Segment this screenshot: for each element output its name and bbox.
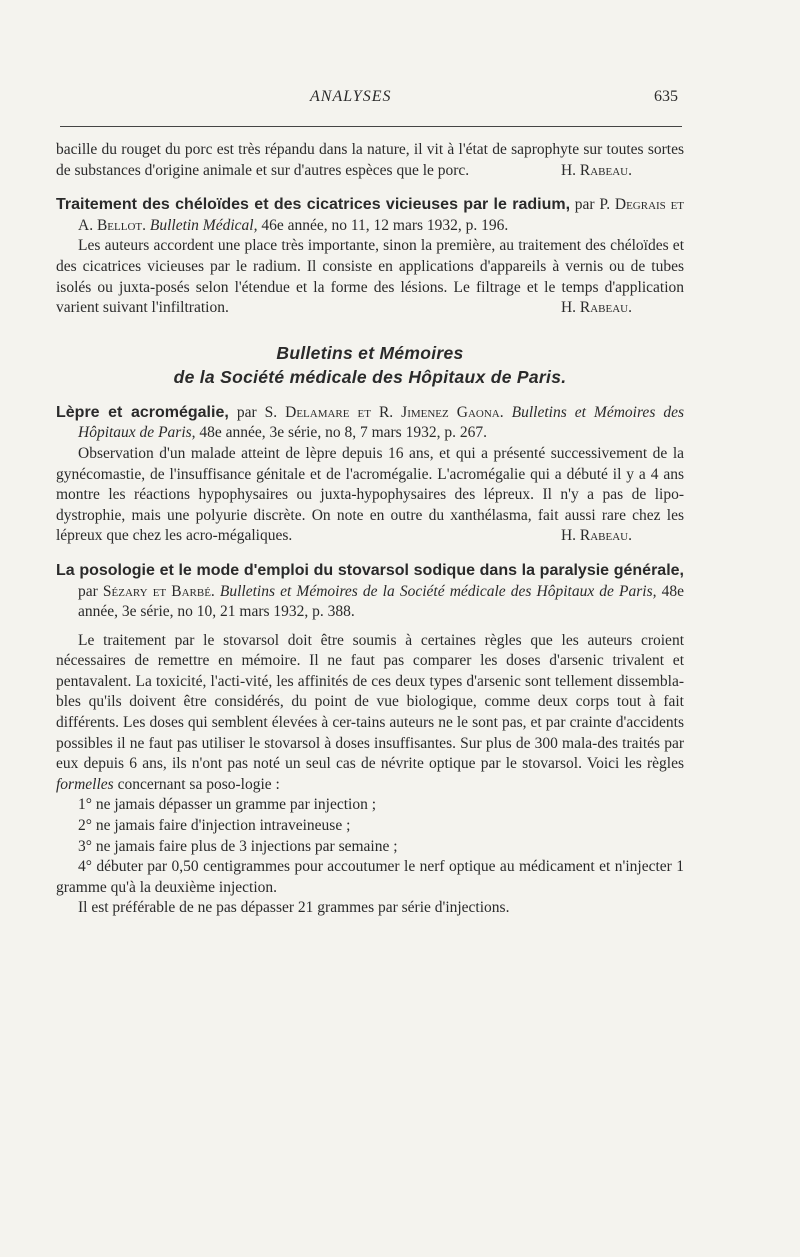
entry4-rule-2: 2° ne jamais faire d'injection intraveineuse ; (78, 817, 351, 835)
header-rule (60, 126, 682, 127)
entry4-authors: Sézary et Barbé. (102, 582, 215, 600)
entry2-journal: Bulletin Médical, (149, 216, 258, 234)
page-header (60, 88, 678, 112)
page-number: 635 (654, 88, 678, 105)
entry2-signature: H. Rabeau. (560, 299, 632, 317)
entry1-signature: H. Rabeau. (560, 161, 632, 179)
entry3-signature: H. Rabeau. (560, 527, 632, 545)
entry2-body: Les auteurs accordent une place très importante, sinon la première, au traitement des chéloïdes et des cicatrices vicieuses par le radium. Il consiste en applications d'appareils à vernis ou de tubes isolés ou juxta-posés selon l'étendue et la forme des lésions. Le filtrage et le temps d'application varient suivant l'infiltration. H. Rabeau. (56, 236, 684, 318)
entry4-journal: Bulletins et Mémoires de la Société médicale des Hôpitaux de Paris, (219, 582, 657, 600)
entry3-authors: S. Delamare et R. Jimenez Gaona. (264, 403, 504, 421)
entry4-closing: Il est préférable de ne pas dépasser 21 grammes par série d'injections. (78, 899, 510, 917)
page-content (56, 140, 684, 919)
entry4-details: 48e année, 3e série, no 10, 21 mars 1932, p. 388. (78, 582, 685, 621)
entry4-body: Le traitement par le stovarsol doit être soumis à certaines règles que les auteurs croient nécessaires de remettre en mémoire. Il ne faut pas comparer les doses d'arsenic trivalent et pentavalent. La toxicité, l'acti-vité, les affinités de ces deux types d'arsenic sont tellement dissembla-bles qu'ils doivent être considérés, du point de vue biologique, comme deux corps tout à fait différents. Les doses qui semblent élevées à cer-tains auteurs ne le sont pas, et par crainte d'accidents possibles il ne faut pas utiliser le stovarsol à doses insuffisantes. Sur plus de 300 mala-des traités par eux depuis 6 ans, ils n'ont pas noté un seul cas de névrite optique par le stovarsol. Voici les règles formelles concernant sa poso-logie : (56, 631, 684, 793)
entry4-rule-1: 1° ne jamais dépasser un gramme par injection ; (78, 796, 377, 814)
section-heading: Bulletins et Mémoires de la Société médicale des Hôpitaux de Paris. (173, 342, 567, 387)
entry3-details: 48e année, 3e série, no 8, 7 mars 1932, p. 267. (199, 424, 487, 442)
entry4-reference: La posologie et le mode d'emploi du stovarsol sodique dans la paralysie générale, par Sézary et Barbé. Bulletins et Mémoires de la Société médicale des Hôpitaux de Paris, 48e année, 3e série, no 10, 21 mars 1932, p. 388. (56, 561, 685, 621)
entry3-reference: Lèpre et acromégalie, par S. Delamare et R. Jimenez Gaona. Bulletins et Mémoires des Hôpitaux de Paris, 48e année, 3e série, no 8, 7 mars 1932, p. 267. (56, 403, 685, 442)
entry4-title: La posologie et le mode d'emploi du stovarsol sodique dans la paralysie générale, (56, 561, 684, 579)
entry3-title: Lèpre et acromégalie, (56, 403, 229, 421)
entry2-reference: Traitement des chéloïdes et des cicatrices vicieuses par le radium, par P. Degrais et A. Bellot. Bulletin Médical, 46e année, no 11, 12 mars 1932, p. 196. (56, 196, 685, 234)
entry4-rule-3: 3° ne jamais faire plus de 3 injections par semaine ; (78, 837, 398, 855)
entry2-details: 46e année, no 11, 12 mars 1932, p. 196. (261, 216, 509, 234)
running-title: ANALYSES (310, 88, 392, 105)
entry3-journal: Bulletins et Mémoires des Hôpitaux de Paris, (78, 403, 685, 442)
entry4-rule-4: 4° débuter par 0,50 centigrammes pour accoutumer le nerf optique au médicament et n'injecter 1 gramme qu'à la deuxième injection. (56, 858, 684, 896)
entry2-title: Traitement des chéloïdes et des cicatrices vicieuses par le radium, (56, 196, 571, 214)
entry3-body: Observation d'un malade atteint de lèpre depuis 16 ans, et qui a présenté successivement de la gynécomastie, de l'insuffisance génitale et de l'acromégalie. L'acromégalie qui a débuté il y a 4 ans montre les réactions hypophysaires ou juxta-hypophysaires des lépreux. Il n'y a pas de lipo-dystrophie, mais une polyurie discrète. On note en outre du xanthélasma, fait aussi rare chez les lépreux que chez les acro-mégaliques. H. Rabeau. (56, 444, 684, 547)
entry1-body: bacille du rouget du porc est très répandu dans la nature, il vit à l'état de saprophyte sur toutes sortes de substances d'origine animale et sur d'autres espèces que le porc. H. Rabeau. (56, 140, 684, 181)
entry2-authors: P. Degrais et A. Bellot. (78, 196, 685, 234)
